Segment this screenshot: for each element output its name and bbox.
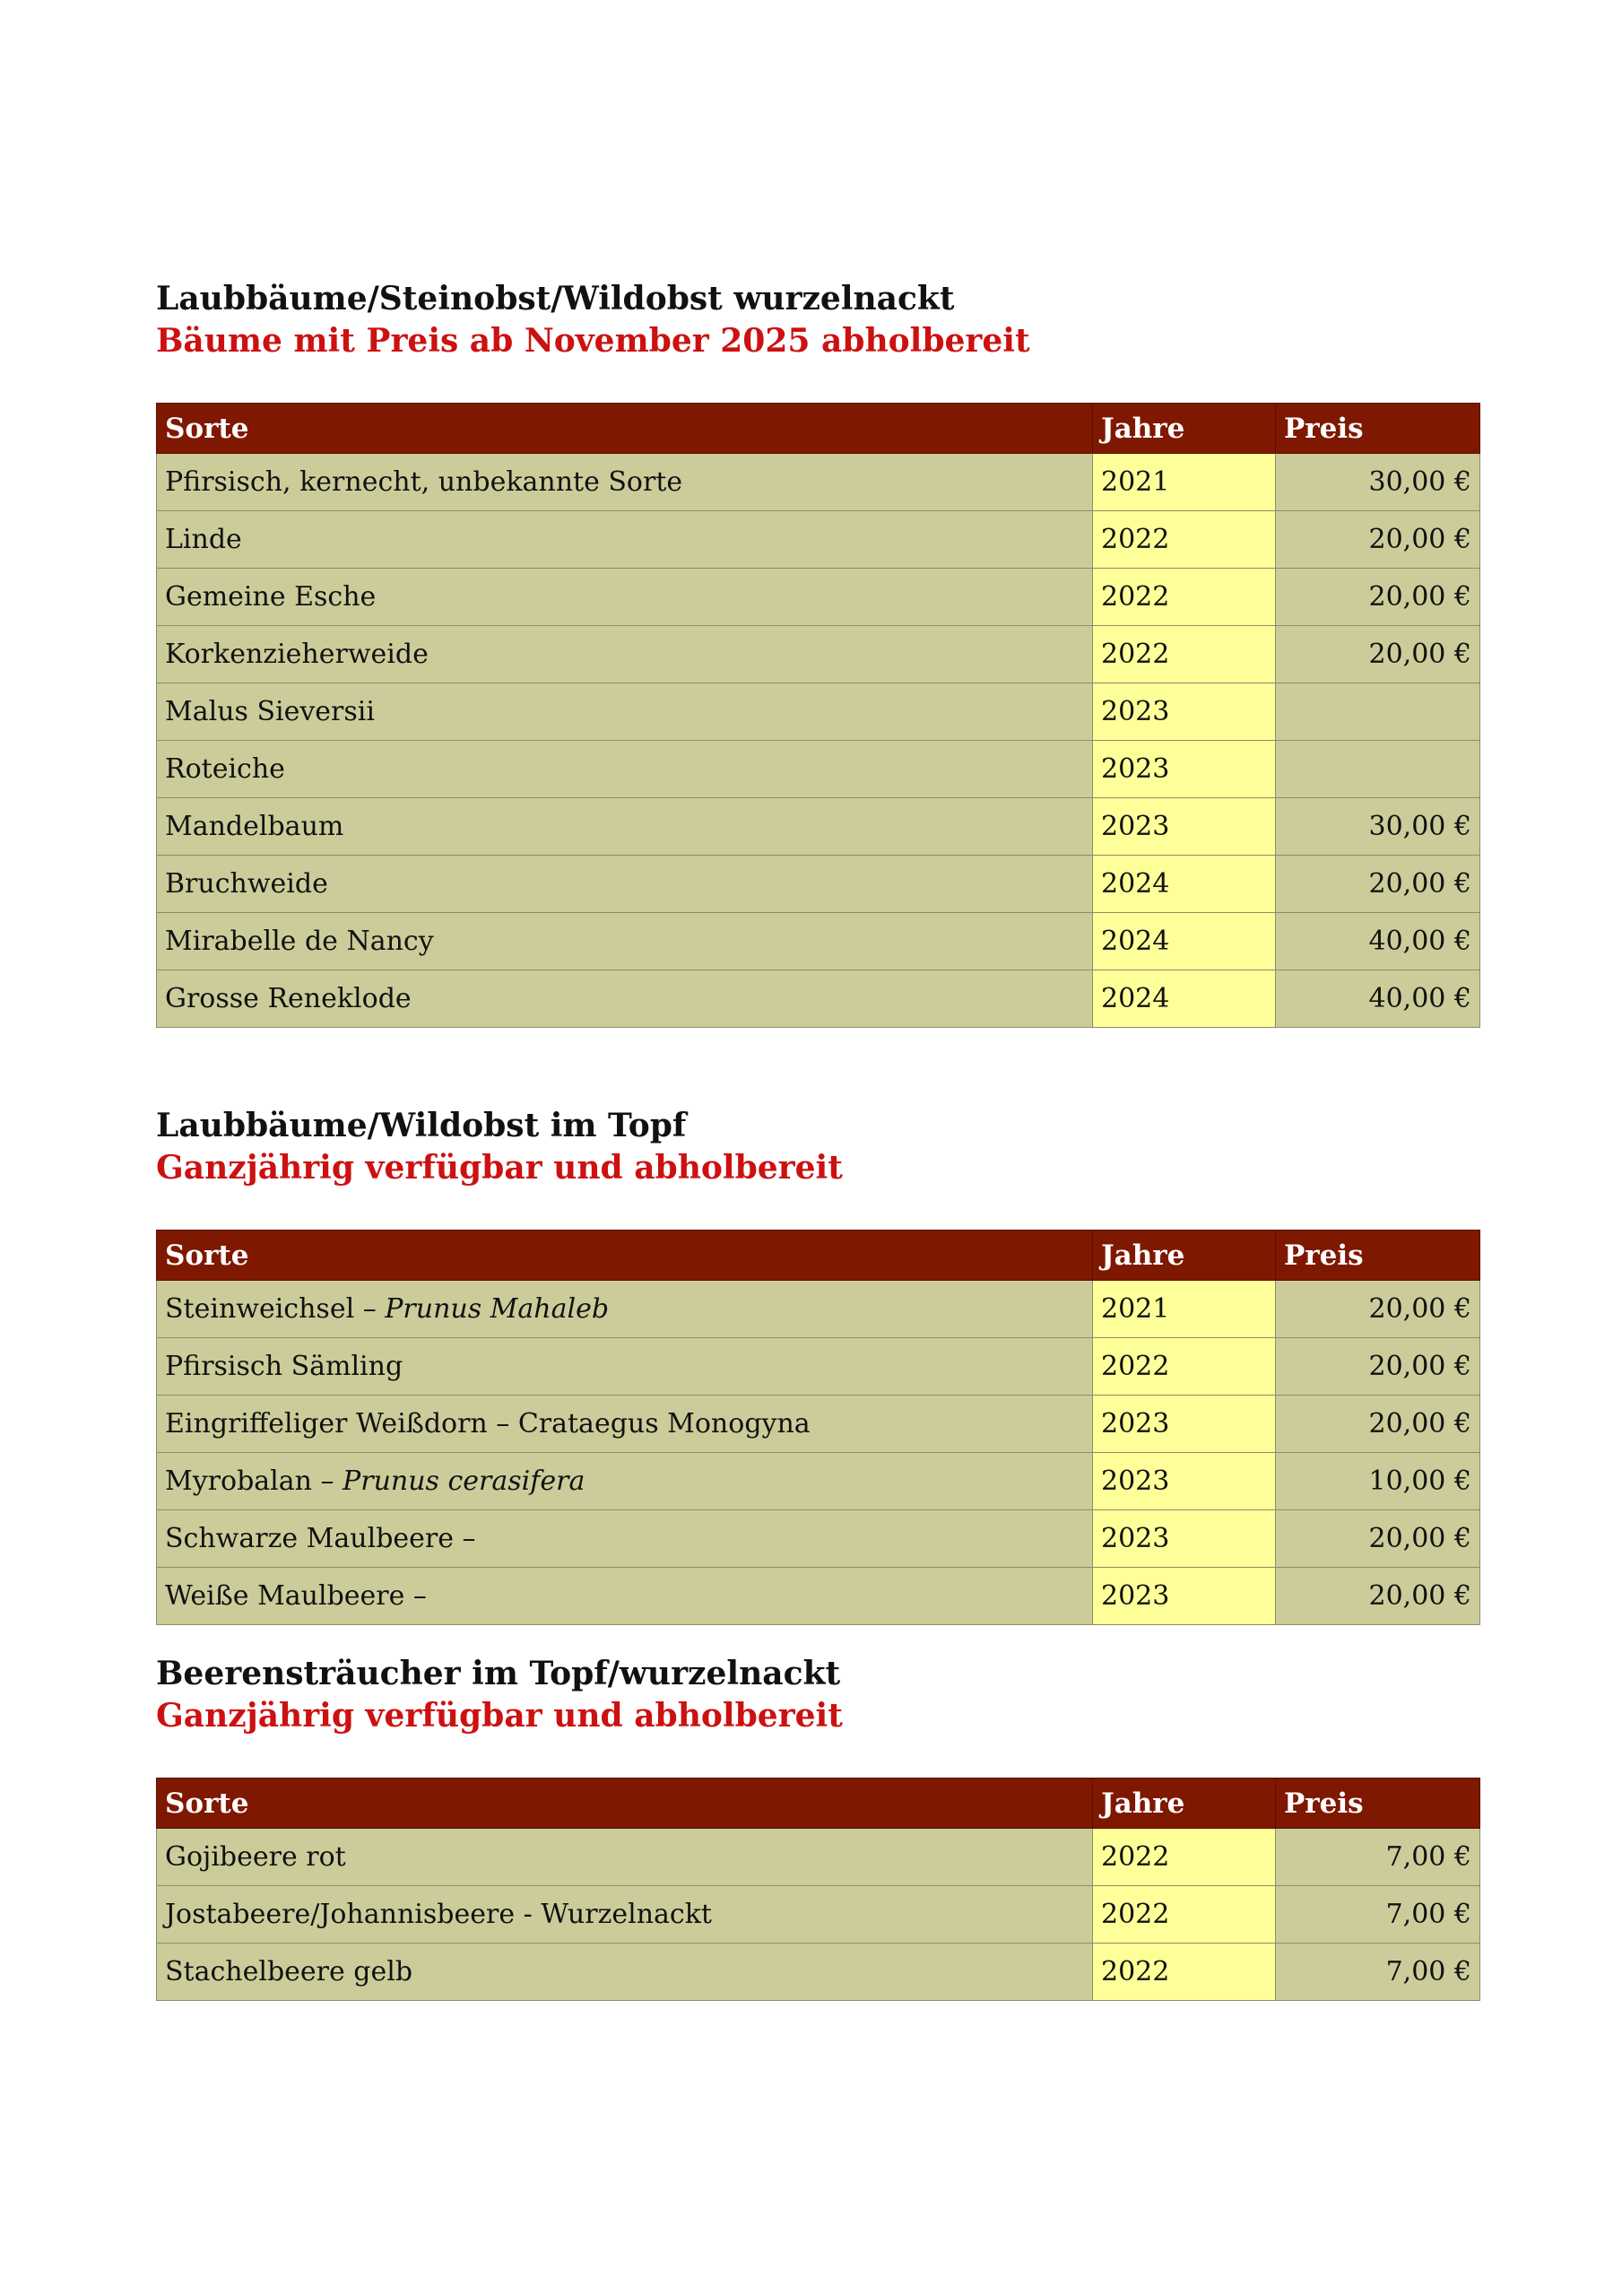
variety-latin-name: Prunus Mahaleb	[385, 1293, 610, 1325]
cell-sorte	[157, 1396, 1093, 1453]
cell-jahre: 2022	[1093, 569, 1276, 626]
cell-jahre: 2022	[1093, 1829, 1276, 1886]
cell-preis	[1276, 683, 1480, 741]
variety-name: Pfirsisch, kernecht, unbekannte Sorte	[165, 466, 683, 498]
cell-preis	[1276, 741, 1480, 798]
variety-name: Eingriffeliger Weißdorn – Crataegus Monogyna	[165, 1408, 811, 1439]
variety-name: Mandelbaum	[165, 811, 344, 842]
price-table	[156, 1230, 1480, 1625]
cell-sorte	[157, 626, 1093, 683]
cell-jahre: 2023	[1093, 798, 1276, 856]
cell-jahre: 2023	[1093, 1568, 1276, 1625]
price-table	[156, 1778, 1480, 2001]
column-header-sorte: Sorte	[157, 1779, 1093, 1829]
section-title: Beerensträucher im Topf/wurzelnackt	[156, 1655, 841, 1692]
column-header-jahre: Jahre	[1093, 1779, 1276, 1829]
table-row	[157, 1944, 1480, 2001]
cell-jahre: 2023	[1093, 1396, 1276, 1453]
section-subtitle: Ganzjährig verfügbar und abholbereit	[156, 1697, 843, 1735]
cell-preis: 7,00 €	[1276, 1829, 1480, 1886]
cell-sorte	[157, 1510, 1093, 1568]
table-row	[157, 741, 1480, 798]
cell-preis: 40,00 €	[1276, 970, 1480, 1028]
variety-latin-name: Prunus cerasifera	[343, 1465, 585, 1497]
variety-name: Korkenzieherweide	[165, 639, 429, 670]
variety-name: Grosse Reneklode	[165, 983, 412, 1014]
variety-name: Malus Sieversii	[165, 696, 375, 727]
section-wurzelnackt	[156, 278, 1479, 1014]
cell-preis: 20,00 €	[1276, 1338, 1480, 1396]
cell-sorte	[157, 856, 1093, 913]
variety-name: Gemeine Esche	[165, 581, 377, 613]
section-title: Laubbäume/Steinobst/Wildobst wurzelnackt	[156, 280, 955, 317]
cell-jahre: 2022	[1093, 1886, 1276, 1944]
cell-sorte	[157, 1944, 1093, 2001]
cell-sorte	[157, 454, 1093, 511]
variety-name: Gojibeere rot	[165, 1841, 346, 1873]
table-row	[157, 1829, 1480, 1886]
cell-jahre: 2023	[1093, 741, 1276, 798]
cell-jahre: 2022	[1093, 1338, 1276, 1396]
table-row	[157, 626, 1480, 683]
variety-name: Myrobalan –	[165, 1465, 343, 1497]
column-header-jahre: Jahre	[1093, 1231, 1276, 1281]
table-row	[157, 454, 1480, 511]
cell-jahre: 2023	[1093, 683, 1276, 741]
cell-sorte	[157, 683, 1093, 741]
cell-preis: 20,00 €	[1276, 626, 1480, 683]
table-row	[157, 569, 1480, 626]
variety-name: Weiße Maulbeere –	[165, 1580, 427, 1612]
price-table	[156, 403, 1480, 1028]
column-header-preis: Preis	[1276, 1231, 1480, 1281]
cell-jahre: 2024	[1093, 856, 1276, 913]
cell-sorte	[157, 1886, 1093, 1944]
table-row	[157, 1396, 1480, 1453]
cell-jahre: 2022	[1093, 511, 1276, 569]
cell-jahre: 2021	[1093, 454, 1276, 511]
cell-preis: 20,00 €	[1276, 1396, 1480, 1453]
cell-preis: 20,00 €	[1276, 569, 1480, 626]
section-title: Laubbäume/Wildobst im Topf	[156, 1107, 687, 1144]
table-row	[157, 913, 1480, 970]
table-row	[157, 1568, 1480, 1625]
cell-sorte	[157, 970, 1093, 1028]
cell-jahre: 2024	[1093, 970, 1276, 1028]
table-row	[157, 1510, 1480, 1568]
column-header-sorte: Sorte	[157, 1231, 1093, 1281]
cell-preis: 20,00 €	[1276, 511, 1480, 569]
cell-jahre: 2023	[1093, 1453, 1276, 1510]
cell-jahre: 2022	[1093, 626, 1276, 683]
table-row	[157, 856, 1480, 913]
cell-preis: 20,00 €	[1276, 1281, 1480, 1338]
variety-name: Steinweichsel –	[165, 1293, 386, 1325]
table-row	[157, 1453, 1480, 1510]
variety-name: Stachelbeere gelb	[165, 1956, 413, 1987]
section-subtitle: Bäume mit Preis ab November 2025 abholbereit	[156, 322, 1030, 360]
table-header-row	[157, 1231, 1480, 1281]
cell-preis: 20,00 €	[1276, 856, 1480, 913]
cell-sorte	[157, 1453, 1093, 1510]
variety-name: Roteiche	[165, 753, 285, 785]
cell-jahre: 2021	[1093, 1281, 1276, 1338]
cell-preis: 20,00 €	[1276, 1568, 1480, 1625]
cell-preis: 20,00 €	[1276, 1510, 1480, 1568]
cell-jahre: 2023	[1093, 1510, 1276, 1568]
column-header-sorte: Sorte	[157, 404, 1093, 454]
table-row	[157, 798, 1480, 856]
cell-sorte	[157, 1338, 1093, 1396]
variety-name: Schwarze Maulbeere –	[165, 1523, 476, 1554]
column-header-preis: Preis	[1276, 404, 1480, 454]
variety-name: Bruchweide	[165, 868, 328, 900]
table-row	[157, 1338, 1480, 1396]
cell-sorte	[157, 511, 1093, 569]
table-row	[157, 1886, 1480, 1944]
table-header-row	[157, 404, 1480, 454]
cell-jahre: 2022	[1093, 1944, 1276, 2001]
cell-preis: 30,00 €	[1276, 798, 1480, 856]
cell-sorte	[157, 1281, 1093, 1338]
cell-preis: 10,00 €	[1276, 1453, 1480, 1510]
cell-preis: 7,00 €	[1276, 1944, 1480, 2001]
cell-sorte	[157, 741, 1093, 798]
variety-name: Pfirsisch Sämling	[165, 1351, 403, 1382]
variety-name: Mirabelle de Nancy	[165, 926, 434, 957]
cell-preis: 30,00 €	[1276, 454, 1480, 511]
cell-sorte	[157, 1829, 1093, 1886]
variety-name: Linde	[165, 524, 242, 555]
variety-name: Jostabeere/Johannisbeere - Wurzelnackt	[165, 1899, 712, 1930]
table-header-row	[157, 1779, 1480, 1829]
cell-sorte	[157, 1568, 1093, 1625]
section-subtitle: Ganzjährig verfügbar und abholbereit	[156, 1149, 843, 1187]
section-im-topf	[156, 1105, 1479, 1612]
table-row	[157, 1281, 1480, 1338]
column-header-preis: Preis	[1276, 1779, 1480, 1829]
table-row	[157, 683, 1480, 741]
cell-preis: 7,00 €	[1276, 1886, 1480, 1944]
table-row	[157, 970, 1480, 1028]
cell-sorte	[157, 569, 1093, 626]
cell-preis: 40,00 €	[1276, 913, 1480, 970]
section-beerenstraeucher	[156, 1653, 1479, 1987]
cell-sorte	[157, 913, 1093, 970]
cell-jahre: 2024	[1093, 913, 1276, 970]
column-header-jahre: Jahre	[1093, 404, 1276, 454]
cell-sorte	[157, 798, 1093, 856]
table-row	[157, 511, 1480, 569]
